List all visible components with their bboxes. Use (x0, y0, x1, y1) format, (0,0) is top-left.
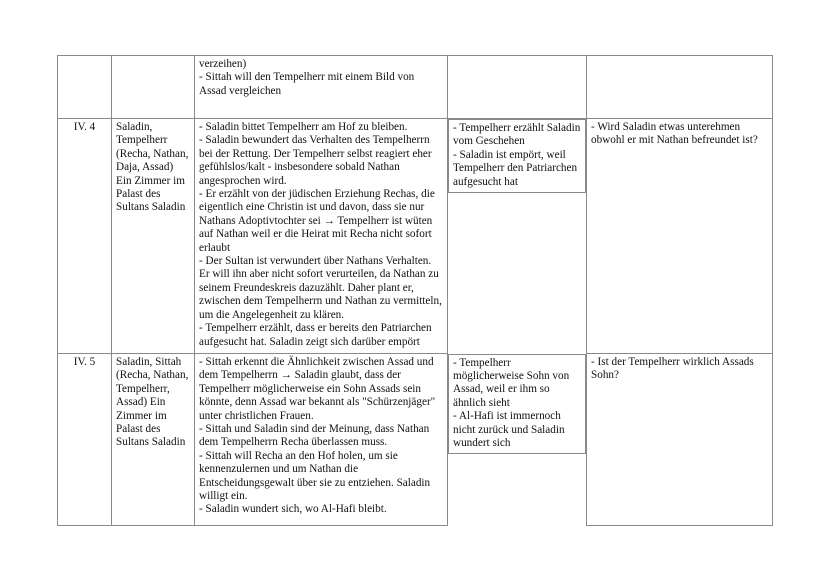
table-row (58, 56, 773, 119)
act-scene-cell: IV. 5 (58, 354, 112, 526)
content-cell (195, 354, 448, 526)
content-line: - Saladin wundert sich, wo Al-Hafi bleibt. (199, 503, 387, 516)
content-line: - Sittah will Recha an den Hof holen, um sie kennenzulernen und um Nathan die Entscheidungsgewalt über sie zu entziehen. Saladin willigt ein. (199, 449, 431, 503)
content-line: - Er erzählt von der jüdischen Erziehung Rechas, die eigentlich eine Christin ist und davon, dass sie nur Nathans Adoptivtochter sei → Tempelherr ist wüten auf Nathan weil er die Heirat mit Recha nicht sofort erlaubt (199, 188, 435, 254)
table-row (58, 354, 773, 526)
content-line: - Sittah erkennt die Ähnlichkeit zwischen Assad und dem Tempelherrn → Saladin glaubt, dass der Tempelherr möglicherweise ein Sohn Assads sein könnte, denn Assad war bekannt als "Schürzenjäger" unter christlichen Frauen. (199, 356, 436, 422)
question-cell: - Wird Saladin etwas unterehmen obwohl er mit Nathan befreundet ist? (587, 119, 773, 354)
content-line: verzeihen) (199, 58, 247, 70)
act-scene-cell: IV. 4 (58, 119, 112, 354)
conflict-cell: - Tempelherr erzählt Saladin vom Geschehen - Saladin ist empört, weil Tempelherr den Patriarchen aufgesucht hat (448, 119, 586, 193)
conflict-cell (448, 56, 587, 119)
conflict-cell: - Tempelherr möglicherweise Sohn von Assad, weil er ihm so ähnlich sieht - Al-Hafi ist immernoch nicht zurück und Saladin wundert sich (448, 354, 586, 455)
content-line: - Saladin bewundert das Verhalten des Tempelherrn bei der Rettung. Der Tempelherr selbst reagiert eher gefühlslos/kalt - insbesondere sobald Nathan angesprochen wird. (199, 134, 432, 187)
question-cell: - Ist der Tempelherr wirklich Assads Sohn? (587, 354, 773, 526)
content-line: - Der Sultan ist verwundert über Nathans Verhalten. Er will ihn aber nicht sofort verurteilen, da Nathan zu seinem Freundeskreis dazuzählt. Daher plant er, zwischen dem Tempelherrn und Nathan zu vermitteln, um die Angelegenheit zu klären. (199, 255, 442, 321)
content-line: - Sittah und Saladin sind der Meinung, dass Nathan dem Tempelherrn Recha überlassen muss. (199, 423, 430, 449)
content-line: - Saladin bittet Tempelherr am Hof zu bleiben. (199, 121, 408, 133)
content-line: - Sittah will den Tempelherr mit einem Bild von Assad vergleichen (199, 71, 415, 97)
characters-location-cell (112, 56, 195, 119)
content-line: - Tempelherr erzählt, dass er bereits den Patriarchen aufgesucht hat. Saladin zeigt sich darüber empört (199, 322, 432, 348)
content-cell (195, 119, 448, 354)
content-cell (195, 56, 448, 119)
act-scene-cell (58, 56, 112, 119)
question-cell (587, 56, 773, 119)
characters-location-cell: Saladin, Sittah (Recha, Nathan, Tempelherr, Assad) Ein Zimmer im Palast des Sultans Saladin (112, 354, 195, 526)
characters-location-cell: Saladin, Tempelherr (Recha, Nathan, Daja, Assad) Ein Zimmer im Palast des Sultans Saladin (112, 119, 195, 354)
scene-analysis-table (57, 55, 773, 526)
table-row (58, 119, 773, 354)
